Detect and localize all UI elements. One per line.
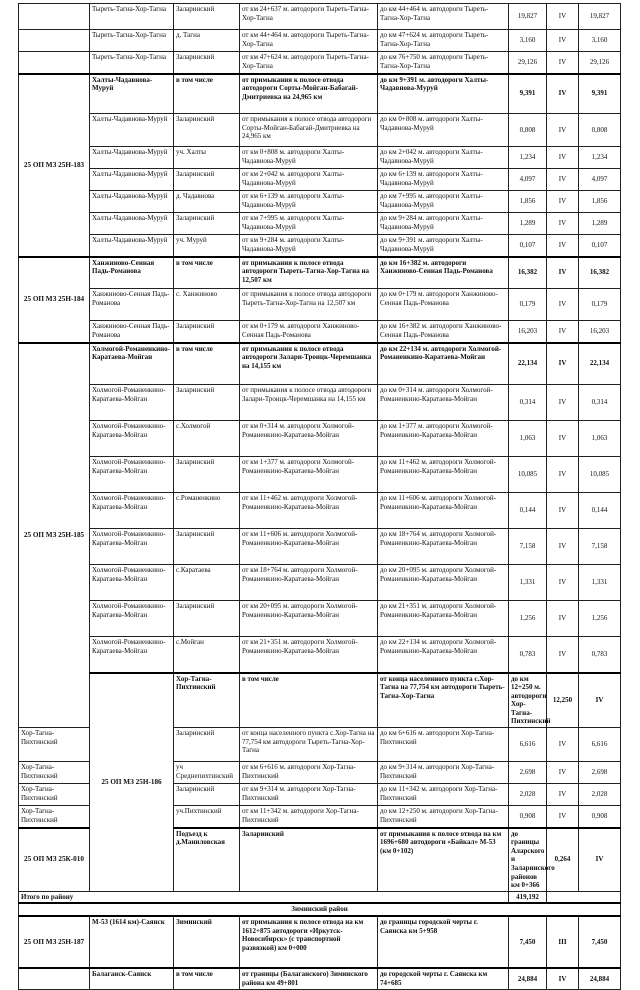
segment-to: до км 6+139 м. автодороги Халты-Чадавнова-Муруй [378, 169, 509, 191]
segment-from: от конца населенного пункта с.Хор-Тагна на 77,754 км автодороги Тыреть-Тагна-Хор-Тагна [378, 673, 509, 728]
length-km: 0,783 [509, 637, 547, 673]
location: в том числе [174, 343, 240, 385]
segment-from: от границы (Балаганского) Зиминского района км 49+801 [240, 968, 378, 990]
segment-to: до км 6+616 м. автодороги Хор-Тагна-Пихтинский [378, 728, 509, 762]
length-km-total: 3,160 [579, 30, 621, 52]
road-category: IV [547, 968, 579, 990]
location: уч. Муруй [174, 235, 240, 257]
length-km: 9,391 [509, 74, 547, 114]
segment-to: до км 9+391 м. автодороги Халты-Чадавнова-Муруй [378, 235, 509, 257]
table-row [19, 968, 621, 990]
location: с.Каратаева [174, 565, 240, 601]
table-row [19, 565, 621, 601]
segment-to: до км 11+606 м. автодороги Холмогой-Романенкино-Каратаева-Мойган [378, 493, 509, 529]
length-km: 3,160 [509, 30, 547, 52]
location: уч. Халты [174, 147, 240, 169]
location: Заларинский [174, 321, 240, 343]
road-name: Холмогой-Романенкино-Каратаева-Мойган [90, 457, 174, 493]
location: с.Романенкино [174, 493, 240, 529]
location: Заларинский [174, 385, 240, 421]
segment-from: от км 2+042 м. автодороги Халты-Чадавнова-Муруй [240, 169, 378, 191]
location: Заларинский [174, 784, 240, 806]
length-km: 0,908 [509, 806, 547, 828]
segment-to: до км 11+462 м. автодороги Холмогой-Романенкино-Каратаева-Мойган [378, 457, 509, 493]
road-category: IV [547, 421, 579, 457]
location: с.Холмогой [174, 421, 240, 457]
location: в том числе [174, 257, 240, 289]
road-category: IV [547, 784, 579, 806]
road-code [19, 968, 90, 990]
table-row [19, 903, 621, 916]
segment-to: до км 9+391 м. автодороги Халты-Чадавнова-Муруй [378, 74, 509, 114]
length-km: 0,264 [547, 828, 579, 892]
length-km: 24,884 [509, 968, 547, 990]
location: Заларинский [174, 529, 240, 565]
length-km-total: 7,158 [579, 529, 621, 565]
total-label: Итого по району [19, 891, 509, 903]
road-category: IV [547, 529, 579, 565]
length-km: 0,144 [509, 493, 547, 529]
segment-from: от примыкания к полосе отвода автодороги Залари-Троицк-Черемшанка на 14,155 км [240, 343, 378, 385]
location: Заларинский [174, 601, 240, 637]
road-name: Холмогой-Романенкино-Каратаева-Мойган [90, 385, 174, 421]
length-km: 2,028 [509, 784, 547, 806]
road-name: Хор-Тагна-Пихтинский [19, 806, 90, 828]
segment-to: до км 2+042 м. автодороги Халты-Чадавнова-Муруй [378, 147, 509, 169]
segment-from: от примыкания к полосе отвода автодороги Сорты-Мойган-Бабагай-Дмитриевка на 24,965 км [240, 74, 378, 114]
length-km-total: 19,827 [579, 4, 621, 30]
road-category: IV [579, 673, 621, 728]
length-km: 16,382 [509, 257, 547, 289]
table-row [19, 601, 621, 637]
road-name: Холмогой-Романенкино-Каратаева-Мойган [90, 565, 174, 601]
length-km: 10,085 [509, 457, 547, 493]
location: с.Мойган [174, 637, 240, 673]
road-category: IV [547, 235, 579, 257]
segment-from: от примыкания к полосе отвода на км 1696+680 автодороги «Байкал» М-53 (км 0+102) [378, 828, 509, 892]
segment-to: до км 9+284 м. автодороги Халты-Чадавнова-Муруй [378, 213, 509, 235]
road-name: Тыреть-Тагна-Хор-Тагна [90, 30, 174, 52]
road-category: IV [547, 4, 579, 30]
length-km-total: 16,203 [579, 321, 621, 343]
segment-from: от примыкания к полосе отвода автодороги Залари-Троицк-Черемшанка на 14,155 км [240, 385, 378, 421]
location: Заларинский [174, 114, 240, 147]
road-name: Халты-Чадавнова-Муруй [90, 169, 174, 191]
table-row [19, 321, 621, 343]
location: Заларинский [174, 4, 240, 30]
segment-from: от конца населенного пункта с.Хор-Тагна на 77,754 км автодороги Тыреть-Тагна-Хор-Тагна [240, 728, 378, 762]
road-name: Халты-Чадавнова-Муруй [90, 147, 174, 169]
length-km: 2,698 [509, 762, 547, 784]
location: с. Ханжиново [174, 289, 240, 321]
table-row [19, 289, 621, 321]
segment-from: от км 24+637 м. автодороги Тыреть-Тагна-Хор-Тагна [240, 4, 378, 30]
road-code: 25 ОП МЗ 25К-010 [19, 828, 90, 892]
road-name: Холмогой-Романенкино-Каратаева-Мойган [90, 421, 174, 457]
table-row [19, 457, 621, 493]
length-km: 29,126 [509, 52, 547, 74]
table-row [19, 52, 621, 74]
length-km: 1,856 [509, 191, 547, 213]
segment-from: от примыкания к полосе отвода автодороги Тыреть-Тагна-Хор-Тагна на 12,507 км [240, 257, 378, 289]
location: в том числе [174, 74, 240, 114]
table-row [19, 385, 621, 421]
length-km: 16,203 [509, 321, 547, 343]
length-km: 1,331 [509, 565, 547, 601]
length-km-total: 1,234 [579, 147, 621, 169]
table-row [19, 74, 621, 114]
length-km-total: 0,179 [579, 289, 621, 321]
length-km: 19,827 [509, 4, 547, 30]
road-code: 25 ОП МЗ 25Н-185 [19, 343, 90, 728]
road-category: IV [547, 147, 579, 169]
length-km-total: 10,085 [579, 457, 621, 493]
segment-from: от км 11+342 м. автодороги Хор-Тагна-Пихтинский [240, 806, 378, 828]
length-km: 1,063 [509, 421, 547, 457]
table-row [19, 169, 621, 191]
road-code: 25 ОП МЗ 25Н-183 [19, 74, 90, 257]
road-name: Хор-Тагна-Пихтинский [174, 673, 240, 728]
length-km: 1,289 [509, 213, 547, 235]
table-row [19, 114, 621, 147]
roads-table [18, 3, 621, 990]
road-category: IV [547, 74, 579, 114]
table-row [19, 493, 621, 529]
road-category: III [547, 916, 579, 968]
road-category: IV [579, 828, 621, 892]
segment-from: от км 9+314 м. автодороги Хор-Тагна-Пихтинский [240, 784, 378, 806]
length-km: 7,450 [509, 916, 547, 968]
length-km-total: 2,028 [579, 784, 621, 806]
length-km-total: 4,097 [579, 169, 621, 191]
table-row [19, 891, 621, 903]
length-km: 0,314 [509, 385, 547, 421]
location: Зиминский [174, 916, 240, 968]
length-km-total: 1,856 [579, 191, 621, 213]
length-km: 0,107 [509, 235, 547, 257]
road-name: Халты-Чадавнова-Муруй [90, 191, 174, 213]
location: уч Среднепихтинский [174, 762, 240, 784]
table-row [19, 213, 621, 235]
table-row [19, 257, 621, 289]
road-category: IV [547, 601, 579, 637]
segment-to: до границы Аларского и Заларинского районов км 0+366 [509, 828, 547, 892]
length-km-total: 0,144 [579, 493, 621, 529]
road-category: IV [547, 385, 579, 421]
table-row [19, 343, 621, 385]
length-km-total: 29,126 [579, 52, 621, 74]
road-name: Хор-Тагна-Пихтинский [19, 762, 90, 784]
table-row [19, 529, 621, 565]
road-category: IV [547, 806, 579, 828]
table-row [19, 673, 621, 728]
segment-to: до км 7+995 м. автодороги Халты-Чадавнова-Муруй [378, 191, 509, 213]
road-name: Хор-Тагна-Пихтинский [19, 728, 90, 762]
road-category: IV [547, 169, 579, 191]
road-name: Балаганск-Саянск [90, 968, 174, 990]
road-category: IV [547, 457, 579, 493]
table-row [19, 191, 621, 213]
length-km-total: 16,382 [579, 257, 621, 289]
segment-to: до км 12+250 м. автодороги Хор-Тагна-Пихтинский [509, 673, 547, 728]
road-category: IV [547, 565, 579, 601]
segment-to: до городской черты г. Саянска км 74+685 [378, 968, 509, 990]
road-name: Ханжиново-Сенная Падь-Романова [90, 321, 174, 343]
segment-from: от км 0+179 м. автодороги Ханжиново-Сенная Падь-Романова [240, 321, 378, 343]
segment-to: до км 18+764 м. автодороги Холмогой-Романенкино-Каратаева-Мойган [378, 529, 509, 565]
road-category: IV [547, 762, 579, 784]
length-km-total: 1,256 [579, 601, 621, 637]
road-name: Халты-Чадавнова-Муруй [90, 114, 174, 147]
road-category: IV [547, 289, 579, 321]
table-row [19, 4, 621, 30]
length-km: 6,616 [509, 728, 547, 762]
road-category: IV [547, 191, 579, 213]
road-category: IV [547, 30, 579, 52]
segment-from: от км 0+314 м. автодороги Холмогой-Романенкино-Каратаева-Мойган [240, 421, 378, 457]
road-category: IV [547, 52, 579, 74]
segment-from: от км 6+616 м. автодороги Хор-Тагна-Пихтинский [240, 762, 378, 784]
location: Заларинский [174, 169, 240, 191]
length-km-total: 6,616 [579, 728, 621, 762]
segment-from: от км 44+464 м. автодороги Тыреть-Тагна-Хор-Тагна [240, 30, 378, 52]
segment-to: до км 22+134 м. автодороги Холмогой-Романенкино-Каратаева-Мойган [378, 637, 509, 673]
length-km-total: 0,314 [579, 385, 621, 421]
segment-to: до км 21+351 м. автодороги Холмогой-Романенкино-Каратаева-Мойган [378, 601, 509, 637]
length-km: 22,134 [509, 343, 547, 385]
road-category: IV [547, 321, 579, 343]
length-km-total: 24,884 [579, 968, 621, 990]
location: Заларинский [174, 457, 240, 493]
length-km-total: 1,289 [579, 213, 621, 235]
table-row [19, 30, 621, 52]
location: д. Чадавнова [174, 191, 240, 213]
road-name: Подъезд к д.Маниловская [174, 828, 240, 892]
segment-to: до км 16+382 м. автодороги Ханжиново-Сенная Падь-Романова [378, 321, 509, 343]
segment-to: до границы городской черты г. Саянска км 5+958 [378, 916, 509, 968]
segment-from: от примыкания к полосе отвода автодороги Тыреть-Тагна-Хор-Тагна на 12,507 км [240, 289, 378, 321]
road-code [19, 30, 90, 52]
segment-to: до км 76+750 м. автодороги Тыреть-Тагна-Хор-Тагна [378, 52, 509, 74]
length-km-total: 9,391 [579, 74, 621, 114]
segment-from: от км 11+462 м. автодороги Холмогой-Романенкино-Каратаева-Мойган [240, 493, 378, 529]
segment-to: до км 16+382 м. автодороги Ханжиново-Сенная Падь-Романова [378, 257, 509, 289]
road-category: IV [547, 213, 579, 235]
segment-from: от примыкания к полосе отвода на км 1612+875 автодороги «Иркутск-Новосибирск» (с транспортной развязкой) км 0+000 [240, 916, 378, 968]
road-name: М-53 (1614 км)-Саянск [90, 916, 174, 968]
segment-to: до км 0+808 м. автодороги Халты-Чадавнова-Муруй [378, 114, 509, 147]
road-name: Холмогой-Романенкино-Каратаева-Мойган [90, 601, 174, 637]
segment-from: от км 9+284 м. автодороги Халты-Чадавнова-Муруй [240, 235, 378, 257]
road-category: IV [547, 343, 579, 385]
total-length: 419,192 [509, 891, 547, 903]
segment-to: до км 9+314 м. автодороги Хор-Тагна-Пихтинский [378, 762, 509, 784]
length-km-total: 0,908 [579, 806, 621, 828]
table-row [19, 235, 621, 257]
segment-from: от км 21+351 м. автодороги Холмогой-Романенкино-Каратаева-Мойган [240, 637, 378, 673]
road-name: Халты-Чадавнова-Муруй [90, 213, 174, 235]
road-name: Ханжиново-Сенная Падь-Романова [90, 257, 174, 289]
road-code: 25 ОП МЗ 25Н-186 [90, 673, 174, 892]
location: Заларинский [174, 213, 240, 235]
segment-to: до км 44+464 м. автодороги Тыреть-Тагна-Хор-Тагна [378, 4, 509, 30]
segment-to: до км 0+314 м. автодороги Холмогой-Романенкино-Каратаева-Мойган [378, 385, 509, 421]
road-name: Холмогой-Романенкино-Каратаева-Мойган [90, 637, 174, 673]
length-km: 7,158 [509, 529, 547, 565]
length-km-total: 22,134 [579, 343, 621, 385]
length-km: 1,234 [509, 147, 547, 169]
location: Заларинский [240, 828, 378, 892]
segment-from: от км 20+095 м. автодороги Холмогой-Романенкино-Каратаева-Мойган [240, 601, 378, 637]
table-row [19, 637, 621, 673]
district-title: Зиминский район [19, 903, 621, 916]
road-name: Тыреть-Тагна-Хор-Тагна [90, 52, 174, 74]
empty-cell [547, 891, 621, 903]
road-name: Халты-Чадавнова-Муруй [90, 235, 174, 257]
segment-from: от примыкания к полосе отвода автодороги Сорты-Мойган-Бабагай-Дмитриевка на 24,965 км [240, 114, 378, 147]
length-km-total: 0,107 [579, 235, 621, 257]
road-name: Тыреть-Тагна-Хор-Тагна [90, 4, 174, 30]
road-category: IV [547, 493, 579, 529]
road-code: 25 ОП МЗ 25Н-184 [19, 257, 90, 343]
location: Заларинский [174, 728, 240, 762]
road-category: IV [547, 114, 579, 147]
length-km: 1,256 [509, 601, 547, 637]
segment-to: до км 1+377 м. автодороги Холмогой-Романенкино-Каратаева-Мойган [378, 421, 509, 457]
length-km-total: 7,450 [579, 916, 621, 968]
segment-to: до км 0+179 м. автодороги Ханжиново-Сенная Падь-Романова [378, 289, 509, 321]
table-row [19, 147, 621, 169]
segment-from: от км 18+764 м. автодороги Холмогой-Романенкино-Каратаева-Мойган [240, 565, 378, 601]
length-km-total: 0,783 [579, 637, 621, 673]
road-category: IV [547, 728, 579, 762]
length-km-total: 1,063 [579, 421, 621, 457]
segment-from: от км 47+624 м. автодороги Тыреть-Тагна-Хор-Тагна [240, 52, 378, 74]
segment-to: до км 12+250 м. автодороги Хор-Тагна-Пихтинский [378, 806, 509, 828]
segment-from: от км 1+377 м. автодороги Холмогой-Романенкино-Каратаева-Мойган [240, 457, 378, 493]
road-name: Холмогой-Романенкино-Каратаева-Мойган [90, 493, 174, 529]
road-code: 25 ОП МЗ 25Н-187 [19, 916, 90, 968]
length-km: 0,808 [509, 114, 547, 147]
segment-from: от км 6+139 м. автодороги Халты-Чадавнова-Муруй [240, 191, 378, 213]
length-km-total: 0,808 [579, 114, 621, 147]
road-code [19, 4, 90, 30]
length-km-total: 1,331 [579, 565, 621, 601]
segment-to: до км 20+095 м. автодороги Холмогой-Романенкино-Каратаева-Мойган [378, 565, 509, 601]
table-row [19, 421, 621, 457]
length-km: 12,250 [547, 673, 579, 728]
road-name: Ханжиново-Сенная Падь-Романова [90, 289, 174, 321]
length-km: 0,179 [509, 289, 547, 321]
location: Заларинский [174, 52, 240, 74]
road-name: Хор-Тагна-Пихтинский [19, 784, 90, 806]
location: уч.Пихтинский [174, 806, 240, 828]
road-name: Халты-Чадавнова-Муруй [90, 74, 174, 114]
table-row [19, 916, 621, 968]
segment-to: до км 47+624 м. автодороги Тыреть-Тагна-Хор-Тагна [378, 30, 509, 52]
road-name: Холмогой-Романенкино-Каратаева-Мойган [90, 529, 174, 565]
segment-to: до км 11+342 м. автодороги Хор-Тагна-Пихтинский [378, 784, 509, 806]
segment-from: от км 7+995 м. автодороги Халты-Чадавнова-Муруй [240, 213, 378, 235]
segment-from: от км 11+606 м. автодороги Холмогой-Романенкино-Каратаева-Мойган [240, 529, 378, 565]
road-name: Холмогой-Романенкино-Каратаева-Мойган [90, 343, 174, 385]
road-category: IV [547, 257, 579, 289]
road-category: IV [547, 637, 579, 673]
location: в том числе [240, 673, 378, 728]
road-code [19, 52, 90, 74]
length-km: 4,097 [509, 169, 547, 191]
location: д. Тагна [174, 30, 240, 52]
segment-to: до км 22+134 м. автодороги Холмогой-Романенкино-Каратаева-Мойган [378, 343, 509, 385]
segment-from: от км 0+808 м. автодороги Халты-Чадавнова-Муруй [240, 147, 378, 169]
length-km-total: 2,698 [579, 762, 621, 784]
location: в том числе [174, 968, 240, 990]
